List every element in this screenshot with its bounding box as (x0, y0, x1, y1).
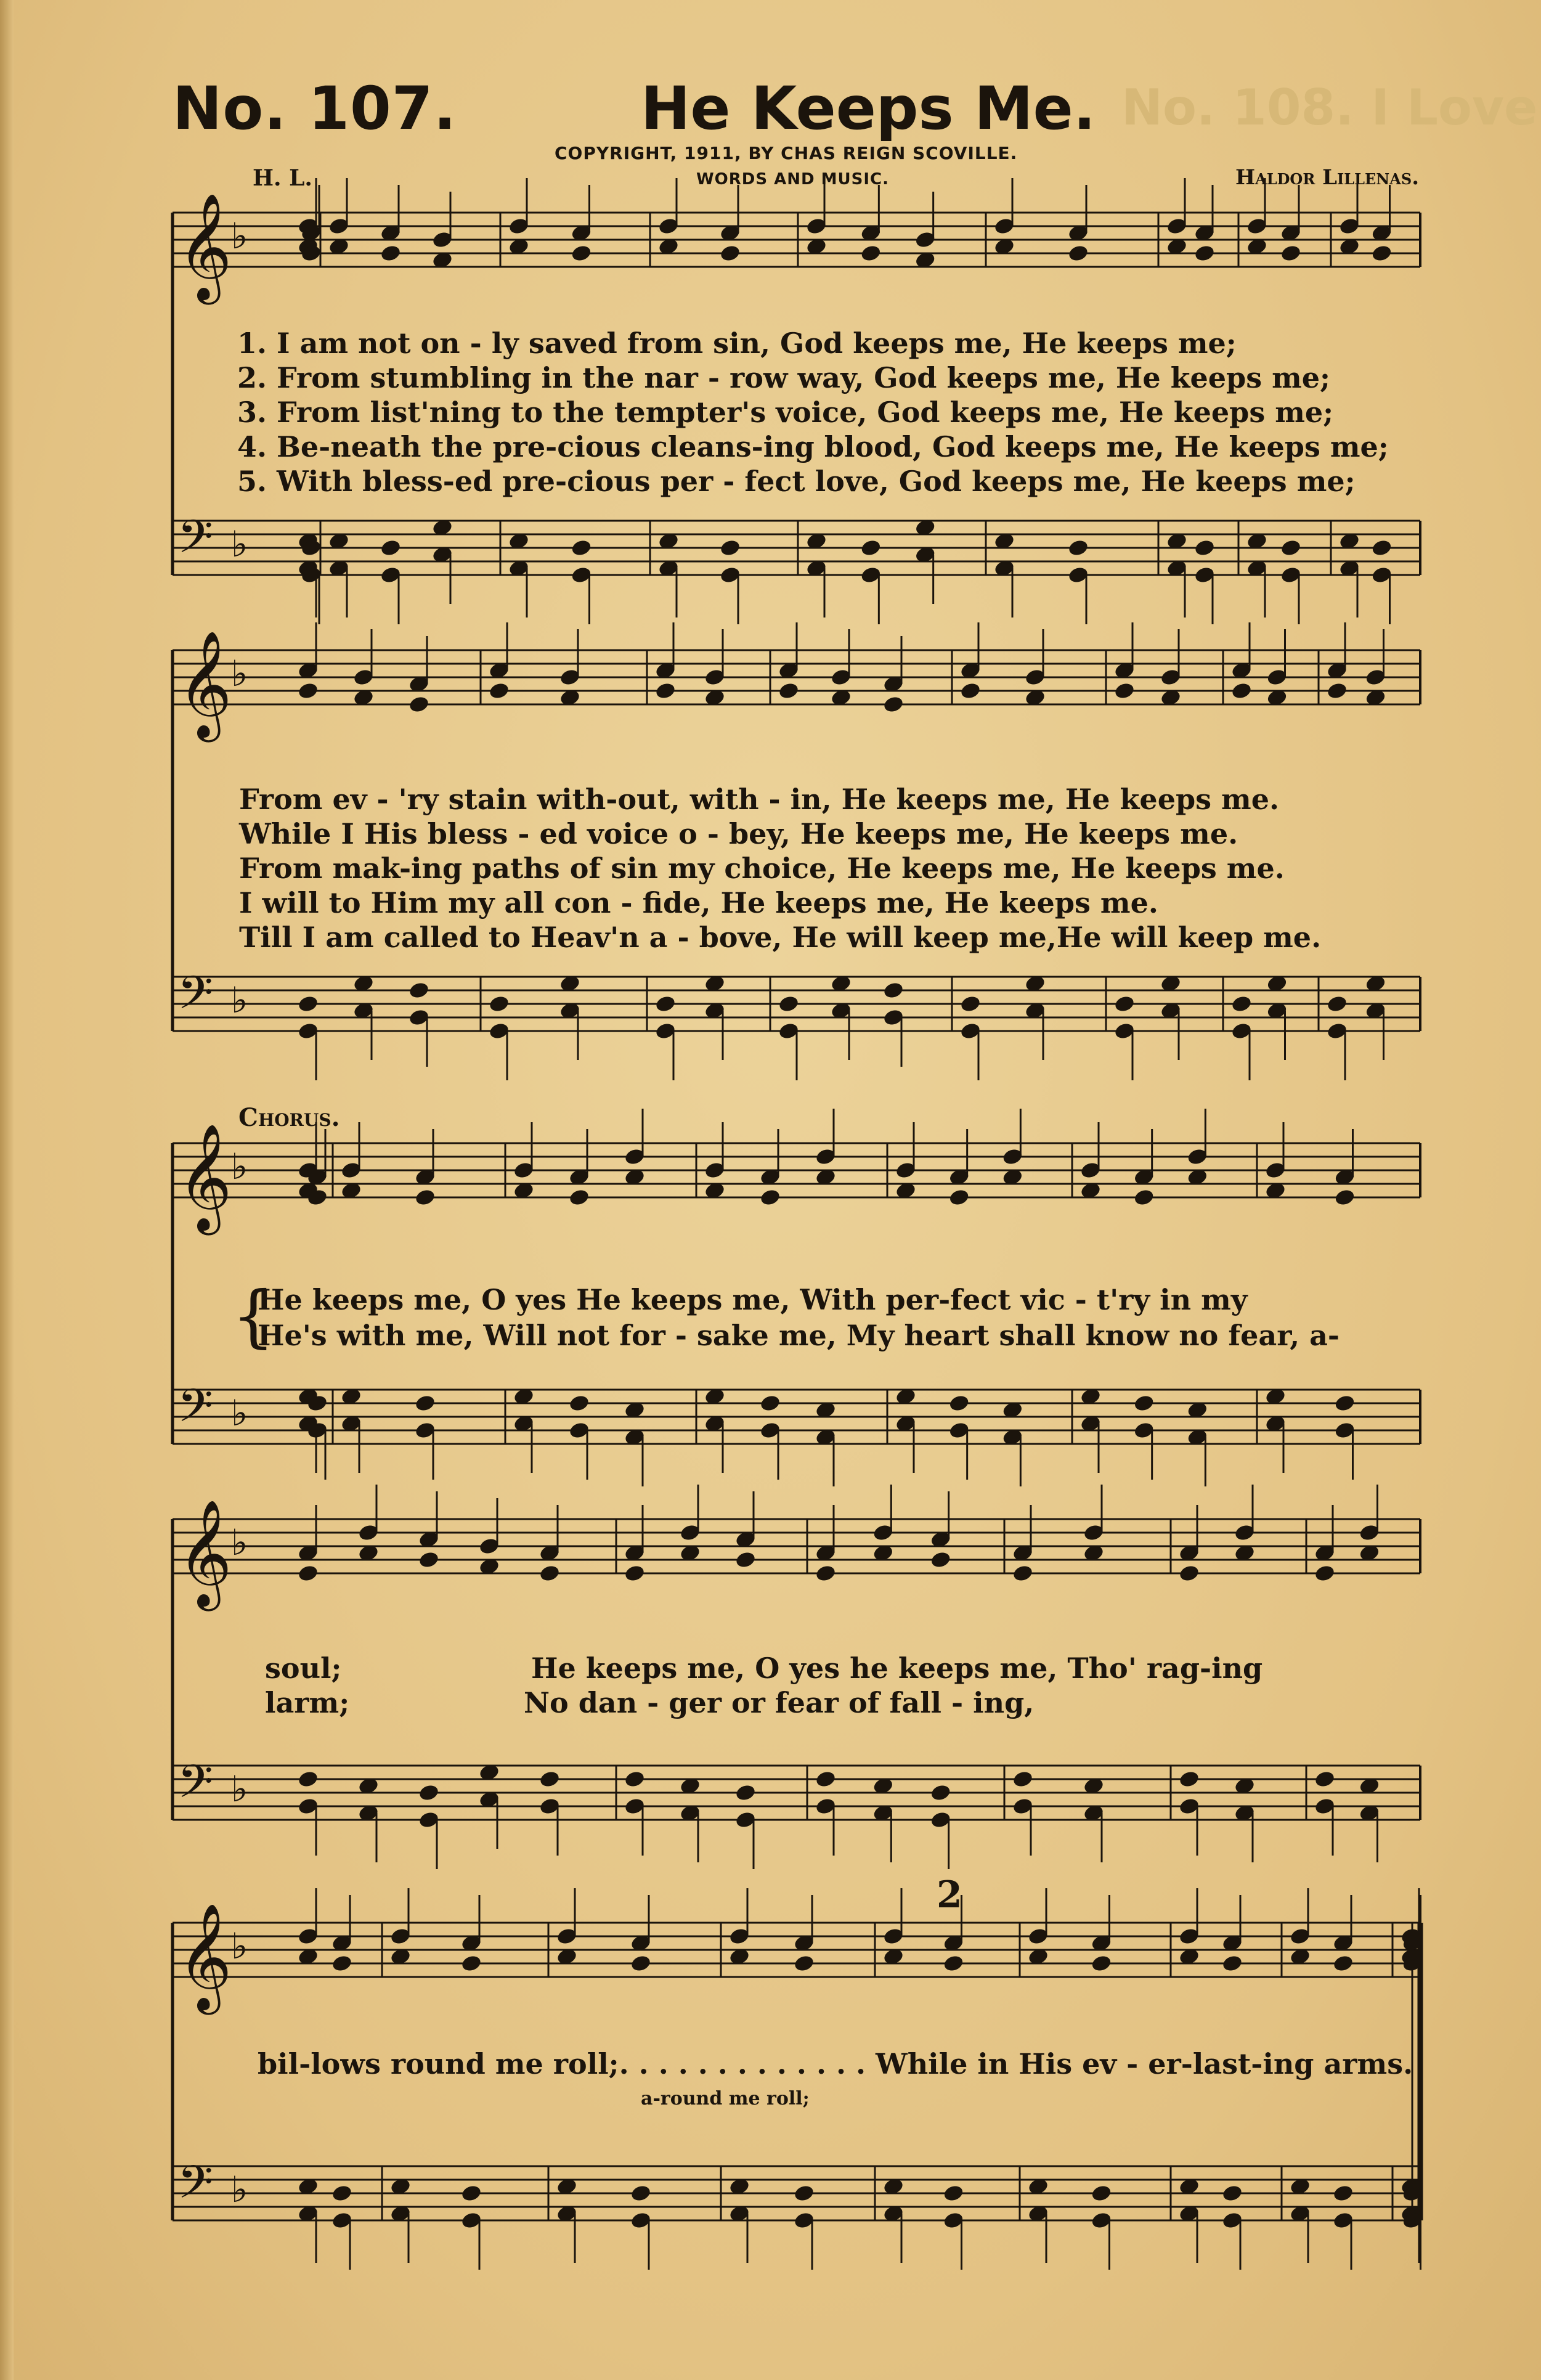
note-head (488, 995, 510, 1014)
note-head (297, 682, 319, 701)
note-head (882, 981, 905, 1000)
verse-4-line-1: 4. Be-neath the pre-cious cleans-ing blood, God keeps me, He keeps me; (237, 430, 1389, 463)
note-head (759, 1188, 781, 1207)
note-head (1314, 1770, 1336, 1789)
chorus-line-1b: He's with me, Will not for - sake me, My heart shall know no fear, a- (258, 1319, 1340, 1352)
note-head (1221, 1954, 1243, 1973)
note-head (734, 1783, 757, 1803)
note-head (624, 1770, 646, 1789)
chorus-line-3: bil-lows round me roll;. . . . . . . . . . . . . While in His ev - er-last-ing arms. (258, 2047, 1413, 2080)
note-head (571, 539, 593, 558)
note-head (948, 1188, 970, 1207)
note-head (959, 682, 982, 701)
note-head (1012, 1770, 1034, 1789)
note-head (630, 1954, 652, 1973)
note-head (1193, 539, 1216, 558)
treble-clef: 𝄞 (177, 630, 232, 738)
verse-1-line-2: From ev - 'ry stain with-out, with - in, He keeps me, He keeps me. (239, 783, 1279, 816)
bass-clef: 𝄢 (177, 1755, 213, 1820)
note-head (815, 1770, 837, 1789)
note-head (930, 1551, 952, 1570)
note-head (539, 1770, 561, 1789)
note-head (1091, 2184, 1113, 2203)
note-head (793, 2184, 815, 2203)
note-head (719, 244, 741, 263)
key-signature-flat: ♭ (231, 1392, 248, 1434)
verse-4-line-2: I will to Him my all con - fide, He keeps me, He keeps me. (239, 886, 1158, 919)
bass-clef: 𝄢 (177, 966, 213, 1031)
note-head (1371, 539, 1393, 558)
bass-clef: 𝄢 (177, 1379, 213, 1444)
note-head (778, 682, 800, 701)
verse-2-line-1: 2. From stumbling in the nar - row way, God keeps me, He keeps me; (237, 361, 1331, 394)
bass-clef: 𝄢 (177, 510, 213, 575)
note-head (331, 1954, 353, 1973)
note-head (1314, 1564, 1336, 1583)
note-head (380, 244, 402, 263)
note-head (1067, 539, 1089, 558)
verse-2-line-2: While I His bless - ed voice o - bey, He keeps me, He keeps me. (239, 817, 1238, 850)
note-head (1178, 1770, 1200, 1789)
key-signature-flat: ♭ (231, 1768, 248, 1810)
hymn-title: He Keeps Me. (641, 74, 1096, 143)
bass-clef: 𝄢 (177, 2156, 213, 2220)
key-signature-flat: ♭ (231, 215, 248, 257)
note-head (568, 1188, 590, 1207)
note-head (1133, 1394, 1155, 1413)
note-head (1326, 682, 1348, 701)
note-head (414, 1394, 436, 1413)
note-head (1230, 682, 1253, 701)
verse-5-line-1: 5. With bless-ed pre-cious per - fect love, God keeps me, He keeps me; (237, 465, 1356, 498)
chorus-brace: { (232, 1276, 275, 1355)
note-head (630, 2184, 652, 2203)
note-head (882, 695, 905, 714)
note-head (930, 1783, 952, 1803)
key-signature-flat: ♭ (231, 653, 248, 695)
note-head (1332, 2184, 1354, 2203)
key-signature-flat: ♭ (231, 979, 248, 1021)
note-head (654, 682, 677, 701)
lyricist-initials: H. L. (253, 165, 312, 191)
chorus-line-3-alt: a-round me roll; (641, 2088, 810, 2109)
chorus-label: Chorus. (238, 1103, 340, 1132)
note-head (331, 2184, 353, 2203)
treble-clef: 𝄞 (177, 1903, 232, 2010)
verse-3-line-1: 3. From list'ning to the tempter's voice, God keeps me, He keeps me; (237, 396, 1334, 429)
note-head (1326, 995, 1348, 1014)
note-head (959, 995, 982, 1014)
words-and-music-label: WORDS AND MUSIC. (696, 170, 890, 189)
note-head (539, 1564, 561, 1583)
note-head (624, 1564, 646, 1583)
note-head (1332, 1954, 1354, 1973)
note-head (418, 1551, 440, 1570)
chorus-line-2b-start: larm; (265, 1686, 350, 1719)
note-head (297, 1564, 319, 1583)
note-head (943, 1954, 965, 1973)
hymn-number: No. 107. (173, 74, 457, 143)
treble-clef: 𝄞 (177, 1499, 232, 1607)
note-head (297, 995, 319, 1014)
verse-5-line-2: Till I am called to Heav'n a - bove, He will keep me,He will keep me. (239, 921, 1322, 954)
note-head (1091, 1954, 1113, 1973)
note-head (1012, 1564, 1034, 1583)
copyright-line: COPYRIGHT, 1911, BY CHAS REIGN SCOVILLE. (555, 143, 1018, 163)
chorus-line-2b: No dan - ger or fear of fall - ing, (524, 1686, 1035, 1719)
note-head (719, 539, 741, 558)
note-head (1334, 1188, 1356, 1207)
note-head (460, 2184, 482, 2203)
note-head (380, 539, 402, 558)
note-head (943, 2184, 965, 2203)
note-head (759, 1394, 781, 1413)
note-head (778, 995, 800, 1014)
key-signature-flat: ♭ (231, 2169, 248, 2211)
key-signature-flat: ♭ (231, 523, 248, 565)
note-head (1193, 244, 1216, 263)
treble-clef: 𝄞 (177, 1123, 232, 1231)
chorus-line-2a-start: soul; (265, 1652, 342, 1685)
key-signature-flat: ♭ (231, 1925, 248, 1967)
note-head (1221, 2184, 1243, 2203)
note-head (414, 1188, 436, 1207)
note-head (734, 1551, 757, 1570)
note-head (1113, 682, 1136, 701)
note-head (1280, 539, 1302, 558)
note-head (408, 695, 430, 714)
note-head (1133, 1188, 1155, 1207)
note-head (1371, 244, 1393, 263)
second-ending-mark: 2 (937, 1873, 962, 1917)
note-head (860, 244, 882, 263)
note-head (460, 1954, 482, 1973)
verse-3-line-2: From mak-ing paths of sin my choice, He keeps me, He keeps me. (239, 852, 1285, 885)
note-head (1280, 244, 1302, 263)
note-head (1113, 995, 1136, 1014)
next-hymn-ghost-title: No. 108. I Love (1121, 79, 1538, 136)
note-head (488, 682, 510, 701)
note-head (408, 981, 430, 1000)
note-head (568, 1394, 590, 1413)
chorus-line-1a: He keeps me, O yes He keeps me, With per-fect vic - t'ry in my (258, 1283, 1248, 1316)
note-head (1334, 1394, 1356, 1413)
treble-clef: 𝄞 (177, 193, 232, 300)
note-head (654, 995, 677, 1014)
key-signature-flat: ♭ (231, 1522, 248, 1563)
note-head (860, 539, 882, 558)
note-head (1067, 244, 1089, 263)
key-signature-flat: ♭ (231, 1146, 248, 1188)
chorus-line-2a: He keeps me, O yes he keeps me, Tho' rag-ing (531, 1652, 1263, 1685)
note-head (418, 1783, 440, 1803)
note-head (297, 1770, 319, 1789)
note-head (571, 244, 593, 263)
note-head (815, 1564, 837, 1583)
note-head (1178, 1564, 1200, 1583)
verse-1-line-1: 1. I am not on - ly saved from sin, God keeps me, He keeps me; (237, 327, 1237, 360)
composer-name: Haldor Lillenas. (1235, 165, 1420, 190)
note-head (948, 1394, 970, 1413)
note-head (793, 1954, 815, 1973)
note-head (1230, 995, 1253, 1014)
